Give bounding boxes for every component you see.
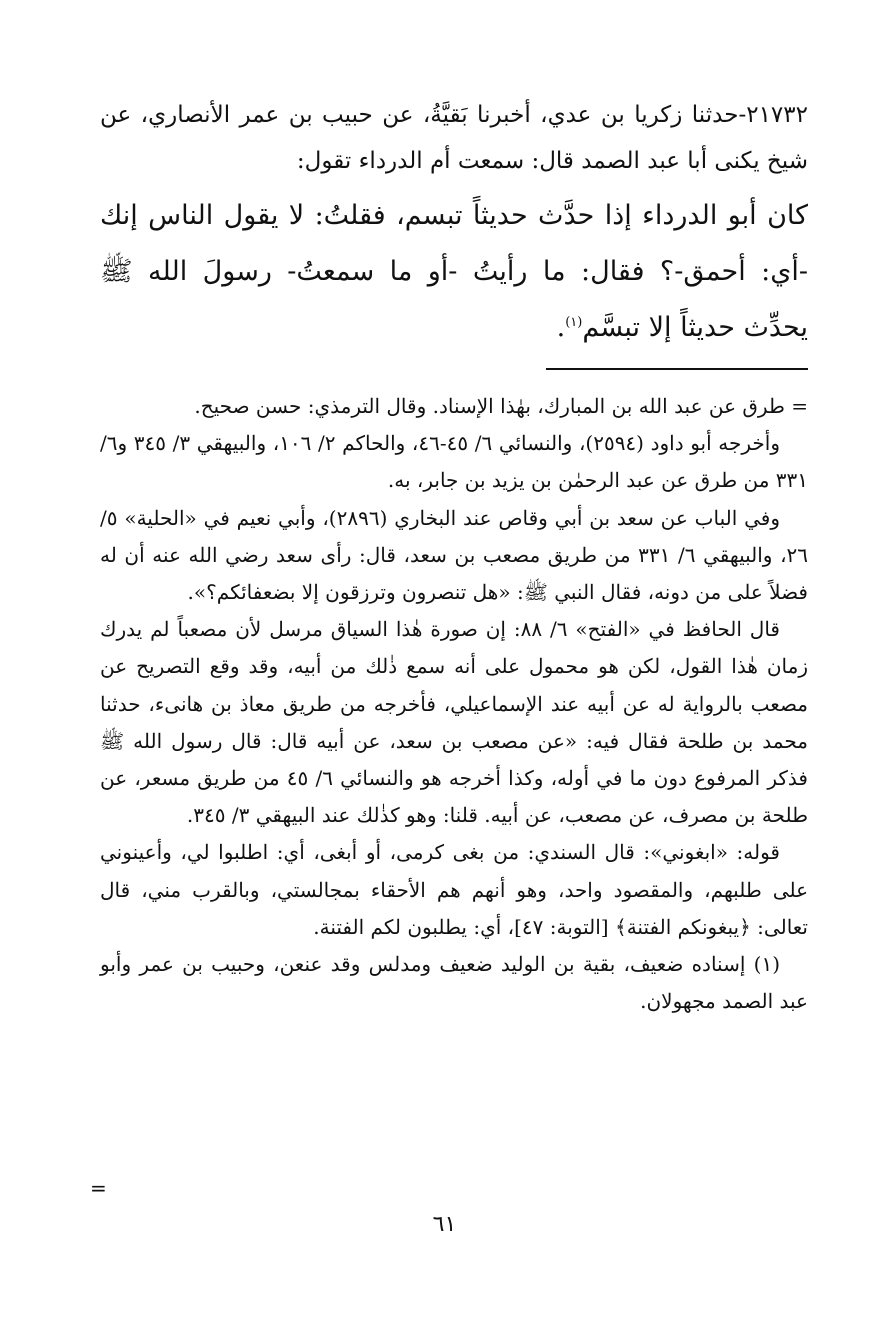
page-body <box>100 92 808 1302</box>
note-continuation: = طرق عن عبد الله بن المبارك، بهٰذا الإسناد. وقال الترمذي: حسن صحيح. <box>194 394 808 418</box>
hadith-header <box>100 92 808 184</box>
footnote-reference[interactable]: (١) <box>565 315 583 330</box>
continuation-marker: = <box>90 1176 107 1200</box>
note-paragraph-bab: وفي الباب عن سعد بن أبي وقاص عند البخاري (٢٨٩٦)، وأبي نعيم في «الحلية» ٥/ ٢٦، والبيهقي ٦/ ٣٣١ من طريق مصعب بن سعد، قال: رأى سعد رضي الله عنه أن له فضلاً على من دونه، فقال النبي ﷺ: «هل تنصرون وترزقون إلا بضعفائكم؟». <box>100 505 809 605</box>
hadith-isnad: حدثنا زكريا بن عدي، أخبرنا بَقيَّةُ، عن حبيب بن عمر الأنصاري، عن شيخ يكنى أبا عبد الصمد قال: سمعت أم الدرداء تقول: <box>100 102 808 174</box>
note-paragraph-sindi: قوله: «ابغوني»: قال السندي: من بغى كرمى، أو أبغى، أي: اطلبوا لي، وأعينوني على طلبهم، والمقصود واحد، وهو أنهم هم الأحقاء بمجالستي، وبالقرب مني، قال تعالى: ﴿يبغونكم الفتنة﴾ [التوبة: ٤٧]، أي: يطلبون لكم الفتنة. <box>100 840 808 939</box>
page-number: ٦١ <box>432 1212 457 1237</box>
hadith-matn-end: . <box>556 312 566 343</box>
note-paragraph-takhrij: وأخرجه أبو داود (٢٥٩٤)، والنسائي ٦/ ٤٥-٤٦، والحاكم ٢/ ١٠٦، والبيهقي ٣/ ٣٤٥ و٦/ ٣٣١ من طرق عن عبد الرحمٰن بن يزيد بن جابر، به. <box>100 431 808 493</box>
footnote-1: (١) إسناده ضعيف، بقية بن الوليد ضعيف ومدلس وقد عنعن، وحبيب بن عمر وأبو عبد الصمد مجهولان. <box>100 952 808 1014</box>
hadith-matn <box>100 188 808 356</box>
hadith-number: ٢١٧٣٢- <box>738 102 808 128</box>
note-paragraph-hafiz: قال الحافظ في «الفتح» ٦/ ٨٨: إن صورة هٰذا السياق مرسل لأن مصعباً لم يدرك زمان هٰذا القول، لكن هو محمول على أنه سمع ذٰلك من أبيه، وقد وقع التصريح عن مصعب بالرواية له عن أبيه عند الإسماعيلي، فأخرجه من طريق معاذ بن هانىء، حدثنا محمد بن طلحة فقال فيه: «عن مصعب بن سعد، عن أبيه قال: قال رسول الله ﷺ فذكر المرفوع دون ما في أوله، وكذا أخرجه هو والنسائي ٦/ ٤٥ من طريق مسعر، عن طلحة بن مصرف، عن مصعب، عن أبيه. قلنا: وهو كذٰلك عند البيهقي ٣/ ٣٤٥. <box>100 617 808 828</box>
hadith-matn-text: كان أبو الدرداء إذا حدَّث حديثاً تبسم، فقلتُ: لا يقول الناس إنك -أي: أحمق-؟ فقال: ما رأيتُ -أو ما سمعتُ- رسولَ الله ﷺ يحدِّث حديثاً إلا تبسَّم <box>100 200 808 343</box>
footnote-divider <box>546 368 808 370</box>
